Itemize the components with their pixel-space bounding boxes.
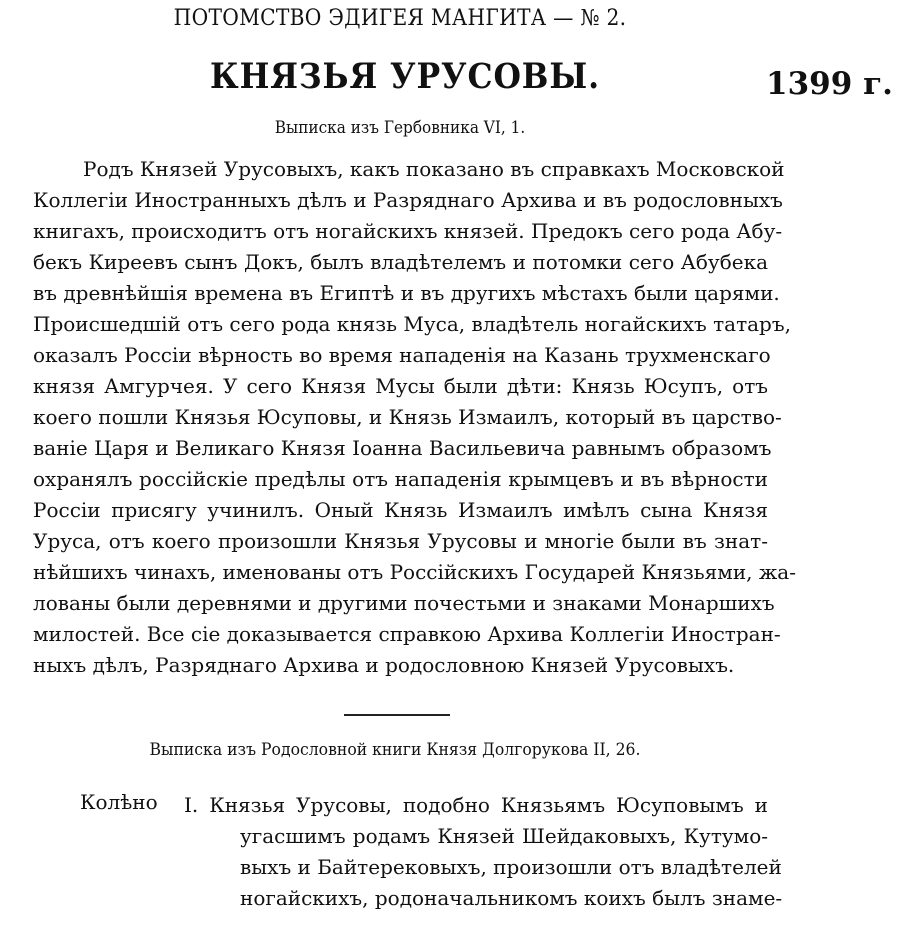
entry-line: ногайскихъ, родоначальникомъ коихъ былъ знаме- [240,886,783,910]
section-divider [344,714,450,716]
paragraph-line: въ древнѣйшія времена въ Египтѣ и въ другихъ мѣстахъ были царями. [33,281,780,305]
paragraph-line: лованы были деревнями и другими почестьми и знаками Монаршихъ [33,591,775,615]
paragraph-line: Родъ Князей Урусовыхъ, какъ показано въ справкахъ Московской [83,157,785,181]
paragraph-line: ваніе Царя и Великаго Князя Іоанна Васильевича равнымъ образомъ [33,436,772,460]
paragraph-line: книгахъ, происходитъ отъ ногайскихъ князей. Предокъ сего рода Абу- [33,219,783,243]
entry-line: угасшимъ родамъ Князей Шейдаковыхъ, Кутумо- [240,824,768,848]
paragraph-line: Происшедшій отъ сего рода князь Муса, владѣтель ногайскихъ татаръ, [33,312,791,336]
paragraph-line: милостей. Все сіе доказывается справкою Архива Коллегіи Иностран- [33,622,781,646]
generation-label: Колѣно [80,790,158,814]
paragraph-line: нѣйшихъ чинахъ, именованы отъ Россійскихъ Государей Князьями, жа- [33,560,796,584]
paragraph-line: Коллегіи Иностранныхъ дѣлъ и Разряднаго Архива и въ родословныхъ [33,188,783,212]
page-title: КНЯЗЬЯ УРУСОВЫ. [210,56,600,97]
source-citation-armorial: Выписка изъ Гербовника VI, 1. [274,118,526,138]
paragraph-line: Россіи присягу учинилъ. Оный Князь Измаилъ имѣлъ сына Князя [33,498,768,522]
paragraph-line: бекъ Киреевъ сынъ Докъ, былъ владѣтелемъ и потомки сего Абубека [33,250,768,274]
paragraph-line: охранялъ россійскіе предѣлы отъ нападенія крымцевъ и въ вѣрности [33,467,768,491]
entry-line: выхъ и Байтерековыхъ, произошли отъ владѣтелей [240,855,782,879]
running-head: ПОТОМСТВО ЭДИГЕЯ МАНГИТА — № 2. [173,6,627,31]
source-citation-genealogy: Выписка изъ Родословной книги Князя Долгорукова II, 26. [149,740,641,760]
paragraph-line: князя Амгурчея. У сего Князя Мусы были дѣти: Князь Юсупъ, отъ [33,374,768,398]
paragraph-line: ныхъ дѣлъ, Разряднаго Архива и родословною Князей Урусовыхъ. [33,653,735,677]
entry-line: I. Князья Урусовы, подобно Князьямъ Юсуповымъ и [184,793,768,817]
paragraph-line: оказалъ Россіи вѣрность во время нападенія на Казань трухменскаго [33,343,771,367]
paragraph-line: коего пошли Князья Юсуповы, и Князь Измаилъ, который въ царство- [33,405,782,429]
paragraph-line: Уруса, отъ коего произошли Князья Урусовы и многіе были въ знат- [33,529,768,553]
year-label: 1399 г. [766,66,893,102]
